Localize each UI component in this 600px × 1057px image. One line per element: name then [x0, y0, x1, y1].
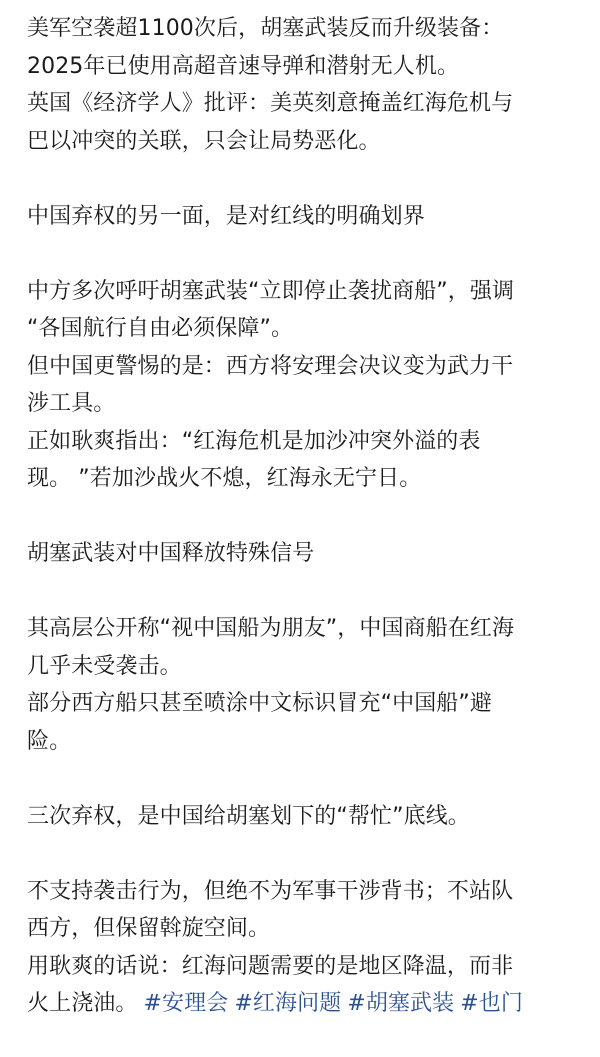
text-line: 巴以冲突的关联，只会让局势恶化。 — [27, 128, 381, 154]
section-heading-houthi-signal: 胡塞武装对中国释放特殊信号 — [27, 541, 315, 566]
text-line-end: 火上浇油。 — [27, 991, 138, 1016]
text-line: 险。 — [27, 728, 72, 754]
paragraph-spacer — [27, 498, 587, 536]
paragraph-spacer — [27, 760, 587, 798]
text-line: 美军空袭超1100次后，胡塞武装反而升级装备： — [27, 16, 504, 41]
hashtag-link[interactable]: #也门 — [460, 991, 523, 1016]
paragraph-conclusion — [27, 873, 587, 1023]
text-line: 正如耿爽指出：“红海危机是加沙冲突外溢的表 — [27, 428, 481, 454]
text-line: 部分西方船只甚至喷涂中文标识冒充“中国船”避 — [27, 691, 492, 716]
text-line: 现。 ”若加沙战火不熄，红海永无宁日。 — [27, 466, 422, 491]
text-line: 西方，但保留斡旋空间。 — [27, 916, 271, 941]
last-line-with-hashtags — [27, 985, 587, 1023]
text-line: 几乎未受袭击。 — [27, 653, 182, 679]
text-line: 其高层公开称“视中国船为朋友”，中国商船在红海 — [27, 616, 515, 641]
text-line: “各国航行自由必须保障”。 — [27, 316, 294, 341]
paragraph-chinese-ships — [27, 610, 587, 760]
paragraph-spacer — [27, 835, 587, 873]
text-line: 2025年已使用高超音速导弹和潜射无人机。 — [27, 53, 460, 79]
paragraph-houthi-upgrade — [27, 10, 587, 160]
text-line: 英国《经济学人》批评：美英刻意掩盖红海危机与 — [27, 91, 514, 116]
hashtag-link[interactable]: #安理会 — [143, 991, 229, 1016]
text-line: 中方多次呼吁胡塞武装“立即停止袭扰商船”，强调 — [27, 278, 515, 304]
section-heading-bottom-line: 三次弃权，是中国给胡塞划下的“帮忙”底线。 — [27, 803, 470, 829]
text-line: 但中国更警惕的是：西方将安理会决议变为武力干 — [27, 353, 514, 379]
paragraph-spacer — [27, 235, 587, 273]
section-heading-abstention: 中国弃权的另一面，是对红线的明确划界 — [27, 203, 425, 229]
hashtag-link[interactable]: #胡塞武装 — [347, 991, 455, 1016]
hashtag-link[interactable]: #红海问题 — [234, 991, 342, 1016]
text-line: 涉工具。 — [27, 391, 116, 416]
text-line: 用耿爽的话说：红海问题需要的是地区降温，而非 — [27, 953, 514, 979]
paragraph-china-position — [27, 273, 587, 498]
post-body — [27, 10, 587, 1023]
text-line: 不支持袭击行为，但绝不为军事干涉背书；不站队 — [27, 878, 514, 904]
paragraph-spacer — [27, 160, 587, 198]
paragraph-spacer — [27, 573, 587, 611]
